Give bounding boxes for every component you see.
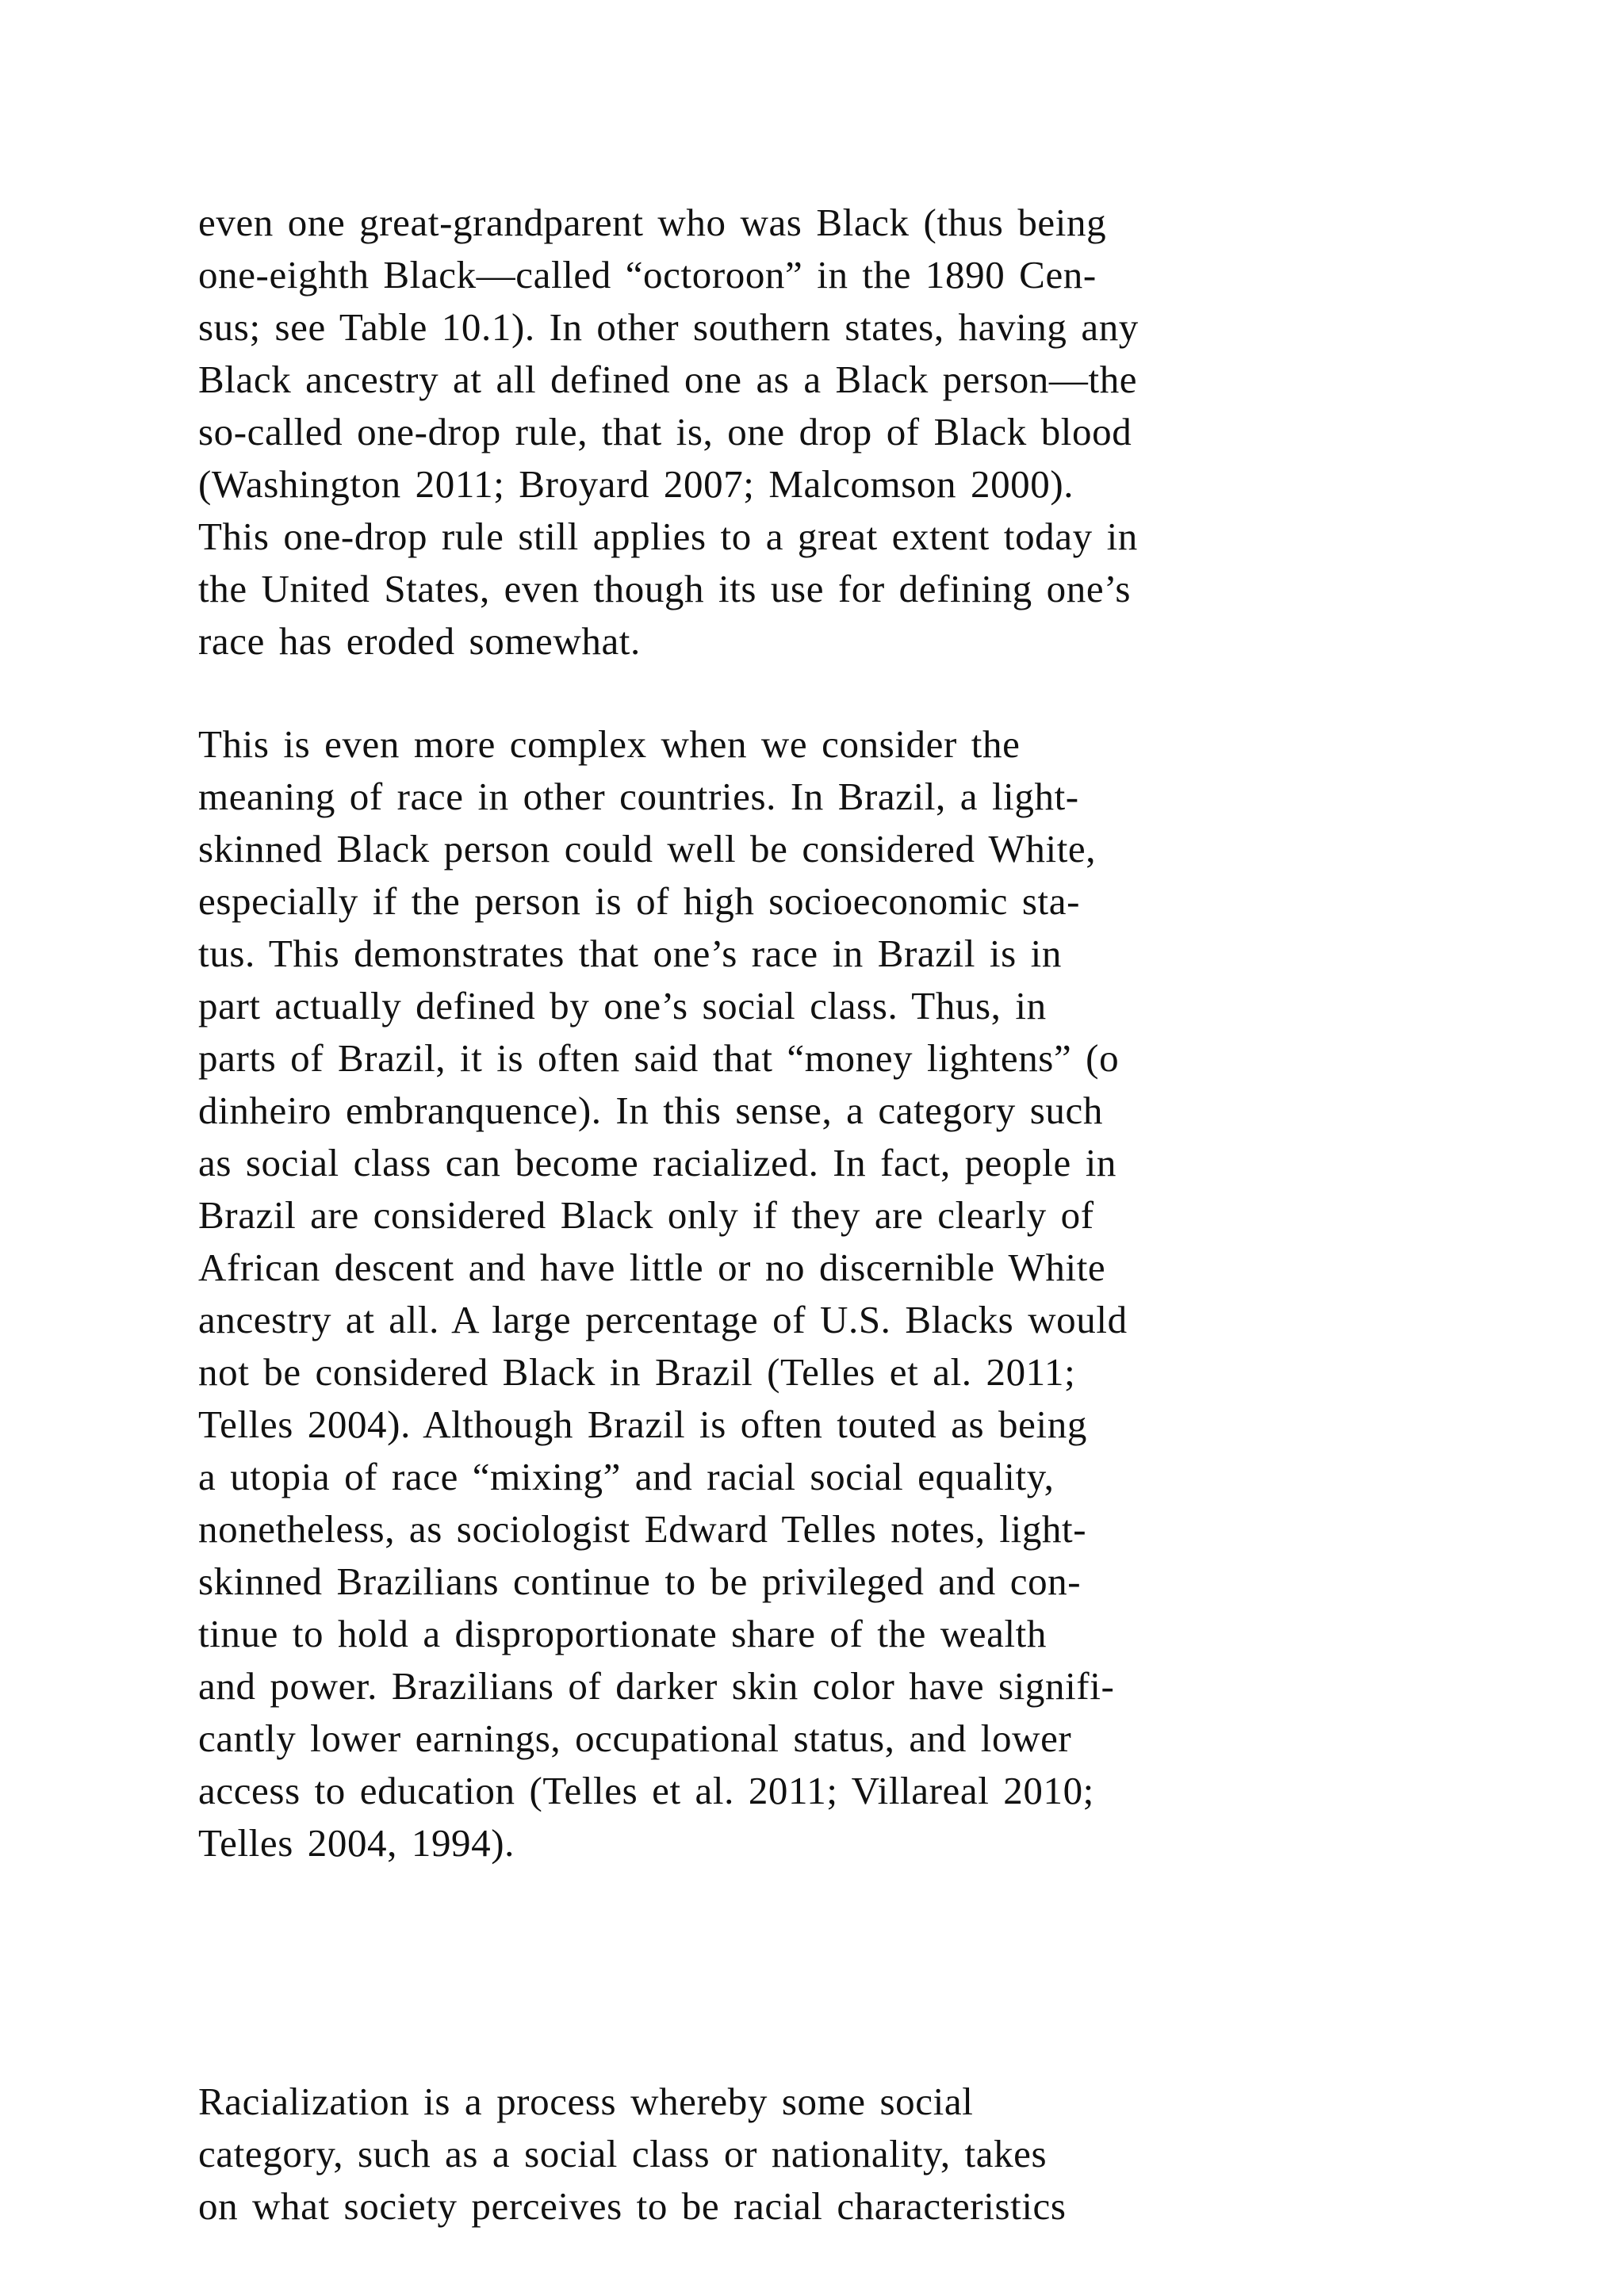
text-line: sus; see Table 10.1). In other southern states, having any (198, 305, 1139, 349)
text-line: Telles 2004). Although Brazil is often touted as being (198, 1402, 1087, 1446)
paragraph-racialization (198, 2076, 1562, 2233)
text-line: This one-drop rule still applies to a great extent today in (198, 515, 1138, 558)
text-line: nonetheless, as sociologist Edward Telles notes, light- (198, 1507, 1087, 1551)
text-line: skinned Black person could well be considered White, (198, 827, 1097, 871)
text-line: tinue to hold a disproportionate share of the wealth (198, 1612, 1047, 1655)
paragraph-race-in-brazil (198, 718, 1562, 1869)
text-line: skinned Brazilians continue to be privileged and con- (198, 1559, 1082, 1603)
text-line: even one great-grandparent who was Black (thus being (198, 201, 1107, 244)
text-line: as social class can become racialized. In fact, people in (198, 1141, 1117, 1184)
text-line: category, such as a social class or nationality, takes (198, 2132, 1048, 2175)
text-line: parts of Brazil, it is often said that “money lightens” (o (198, 1036, 1120, 1080)
text-line: (Washington 2011; Broyard 2007; Malcomson 2000). (198, 462, 1074, 506)
text-line: tus. This demonstrates that one’s race in Brazil is in (198, 932, 1062, 975)
text-line: race has eroded somewhat. (198, 619, 641, 663)
text-line: Telles 2004, 1994). (198, 1821, 515, 1865)
text-line: part actually defined by one’s social class. Thus, in (198, 984, 1047, 1027)
text-line: and power. Brazilians of darker skin color have signifi- (198, 1664, 1115, 1708)
text-line: Black ancestry at all defined one as a Black person—the (198, 358, 1138, 401)
text-line: a utopia of race “mixing” and racial social equality, (198, 1455, 1055, 1498)
text-line: African descent and have little or no discernible White (198, 1246, 1106, 1289)
text-line: This is even more complex when we consider the (198, 722, 1021, 766)
text-line: meaning of race in other countries. In Brazil, a light- (198, 775, 1079, 818)
text-line: not be considered Black in Brazil (Telles et al. 2011; (198, 1350, 1076, 1394)
text-line: Brazil are considered Black only if they are clearly of (198, 1193, 1094, 1237)
paragraph-one-drop-rule (198, 197, 1562, 668)
text-line: dinheiro embranquence). In this sense, a category such (198, 1089, 1103, 1132)
text-line: the United States, even though its use for defining one’s (198, 567, 1132, 610)
text-line: on what society perceives to be racial characteristics (198, 2184, 1067, 2228)
text-line: cantly lower earnings, occupational status, and lower (198, 1716, 1072, 1760)
text-line: especially if the person is of high socioeconomic sta- (198, 879, 1080, 923)
text-line: one-eighth Black—called “octoroon” in the 1890 Cen- (198, 253, 1097, 297)
text-line: Racialization is a process whereby some social (198, 2080, 974, 2123)
text-line: access to education (Telles et al. 2011; Villareal 2010; (198, 1769, 1094, 1812)
text-line: ancestry at all. A large percentage of U.S. Blacks would (198, 1298, 1128, 1341)
text-line: so-called one-drop rule, that is, one drop of Black blood (198, 410, 1132, 453)
